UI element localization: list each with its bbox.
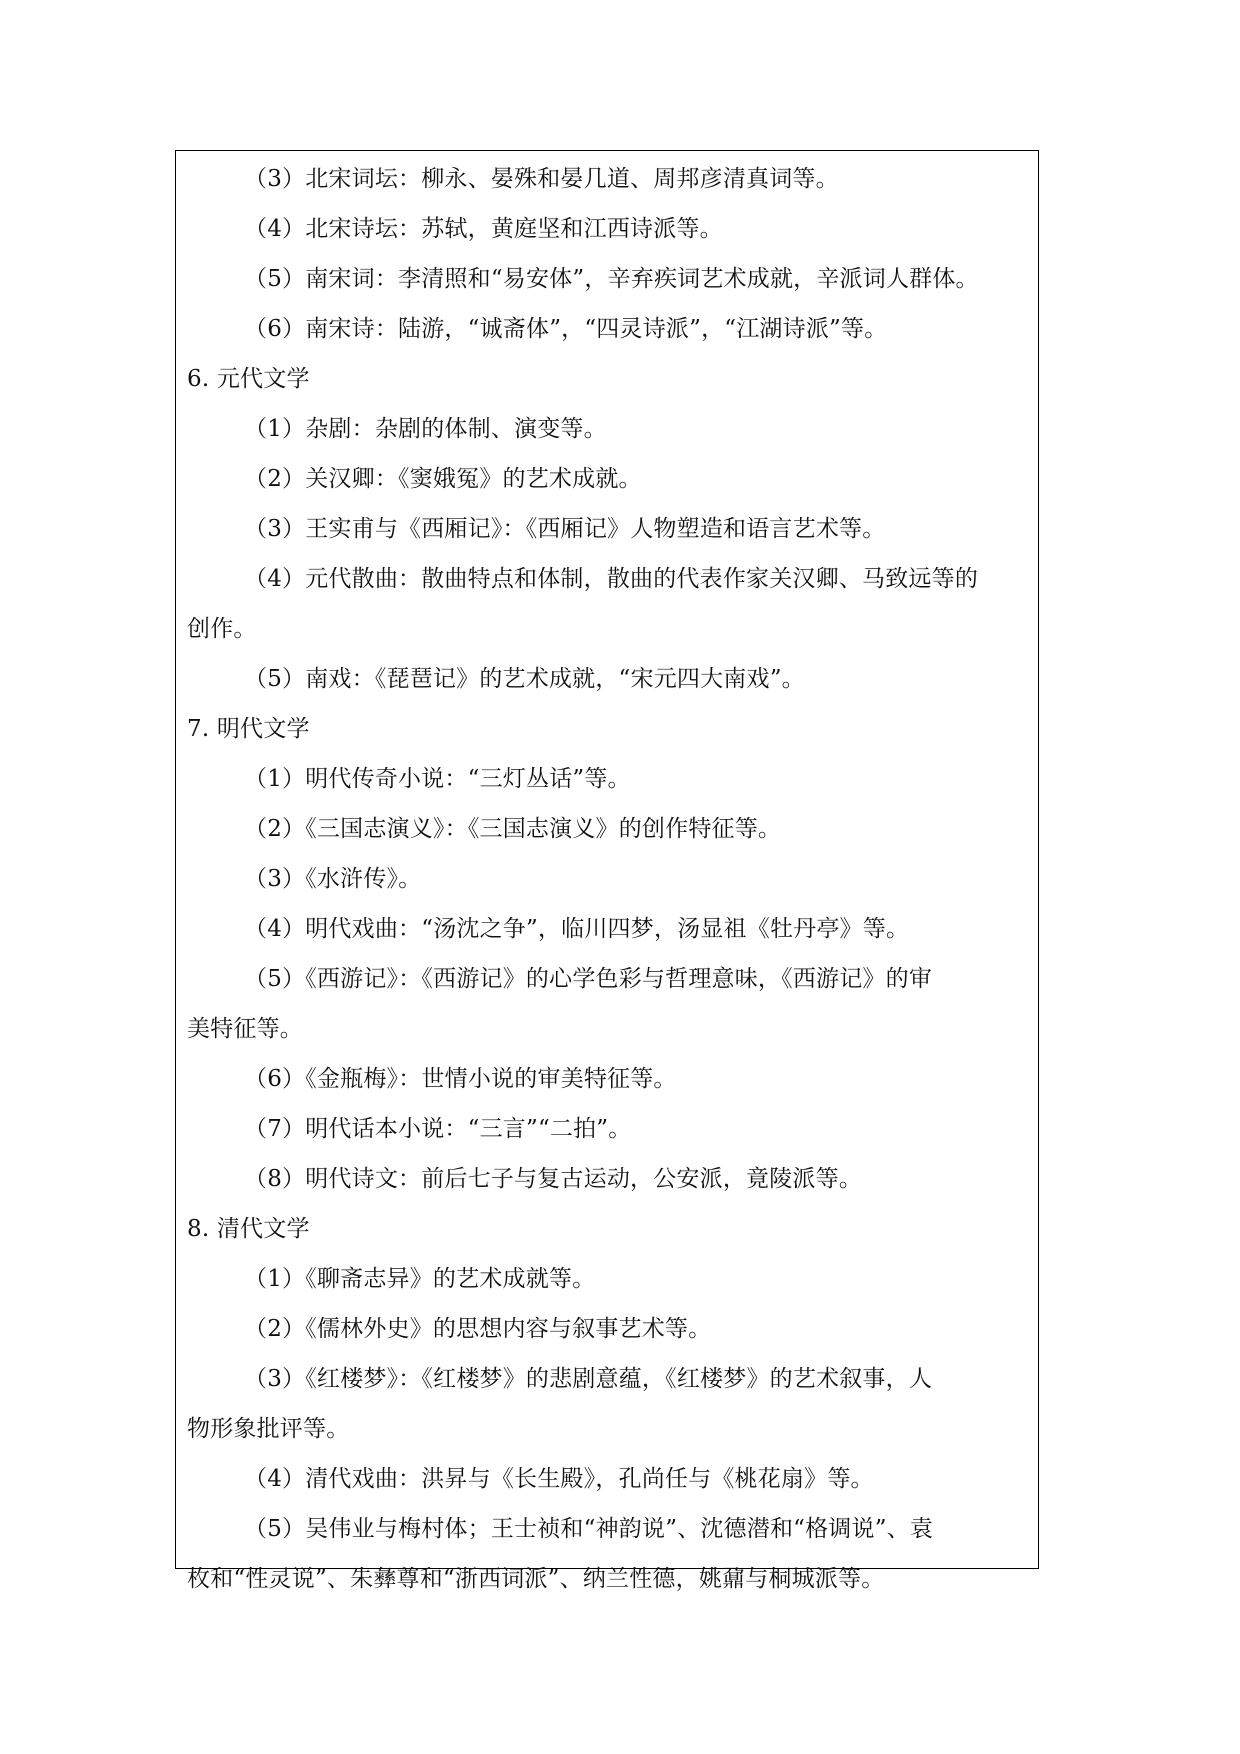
syllabus-item: （1）《聊斋志异》的艺术成就等。 <box>244 1266 596 1292</box>
section-heading: 8. 清代文学 <box>187 1216 310 1242</box>
syllabus-item-continuation: 枚和“性灵说”、朱彝尊和“浙西词派”、纳兰性德，姚鼐与桐城派等。 <box>187 1566 885 1592</box>
syllabus-item-continuation: 美特征等。 <box>187 1016 303 1042</box>
syllabus-item: （4）明代戏曲：“汤沈之争”，临川四梦，汤显祖《牡丹亭》等。 <box>244 916 910 942</box>
section-heading: 6. 元代文学 <box>187 366 310 392</box>
syllabus-item: （4）北宋诗坛：苏轼，黄庭坚和江西诗派等。 <box>244 216 723 242</box>
syllabus-item: （1）明代传奇小说：“三灯丛话”等。 <box>244 766 631 792</box>
syllabus-item: （8）明代诗文：前后七子与复古运动，公安派，竟陵派等。 <box>244 1166 863 1192</box>
syllabus-item: （3）《水浒传》。 <box>244 866 422 892</box>
syllabus-item: （4）元代散曲：散曲特点和体制，散曲的代表作家关汉卿、马致远等的 <box>244 566 979 592</box>
syllabus-item: （5）南宋词：李清照和“易安体”，辛弃疾词艺术成就，辛派词人群体。 <box>244 266 979 292</box>
syllabus-item: （5）《西游记》：《西游记》的心学色彩与哲理意味，《西游记》的审 <box>244 966 933 992</box>
syllabus-item: （6）《金瓶梅》：世情小说的审美特征等。 <box>244 1066 677 1092</box>
syllabus-item: （2）《三国志演义》：《三国志演义》的创作特征等。 <box>244 816 782 842</box>
syllabus-item: （7）明代话本小说：“三言”“二拍”。 <box>244 1116 632 1142</box>
syllabus-item: （4）清代戏曲：洪昇与《长生殿》，孔尚任与《桃花扇》等。 <box>244 1466 874 1492</box>
syllabus-item: （3）王实甫与《西厢记》：《西厢记》人物塑造和语言艺术等。 <box>244 516 886 542</box>
syllabus-text-block <box>187 154 1033 1604</box>
syllabus-item: （3）《红楼梦》：《红楼梦》的悲剧意蕴，《红楼梦》的艺术叙事，人 <box>244 1366 933 1392</box>
section-heading: 7. 明代文学 <box>187 716 310 742</box>
syllabus-item: （5）吴伟业与梅村体；王士祯和“神韵说”、沈德潜和“格调说”、袁 <box>244 1516 934 1542</box>
syllabus-item-continuation: 创作。 <box>187 616 257 642</box>
syllabus-item: （5）南戏：《琵琶记》的艺术成就，“宋元四大南戏”。 <box>244 666 805 692</box>
syllabus-item: （1）杂剧：杂剧的体制、演变等。 <box>244 416 607 442</box>
syllabus-item: （2）《儒林外史》的思想内容与叙事艺术等。 <box>244 1316 712 1342</box>
syllabus-item: （3）北宋词坛：柳永、晏殊和晏几道、周邦彦清真词等。 <box>244 166 839 192</box>
syllabus-item: （2）关汉卿：《窦娥冤》的艺术成就。 <box>244 466 642 492</box>
syllabus-item-continuation: 物形象批评等。 <box>187 1416 350 1442</box>
syllabus-item: （6）南宋诗：陆游，“诚斋体”，“四灵诗派”，“江湖诗派”等。 <box>244 316 888 342</box>
